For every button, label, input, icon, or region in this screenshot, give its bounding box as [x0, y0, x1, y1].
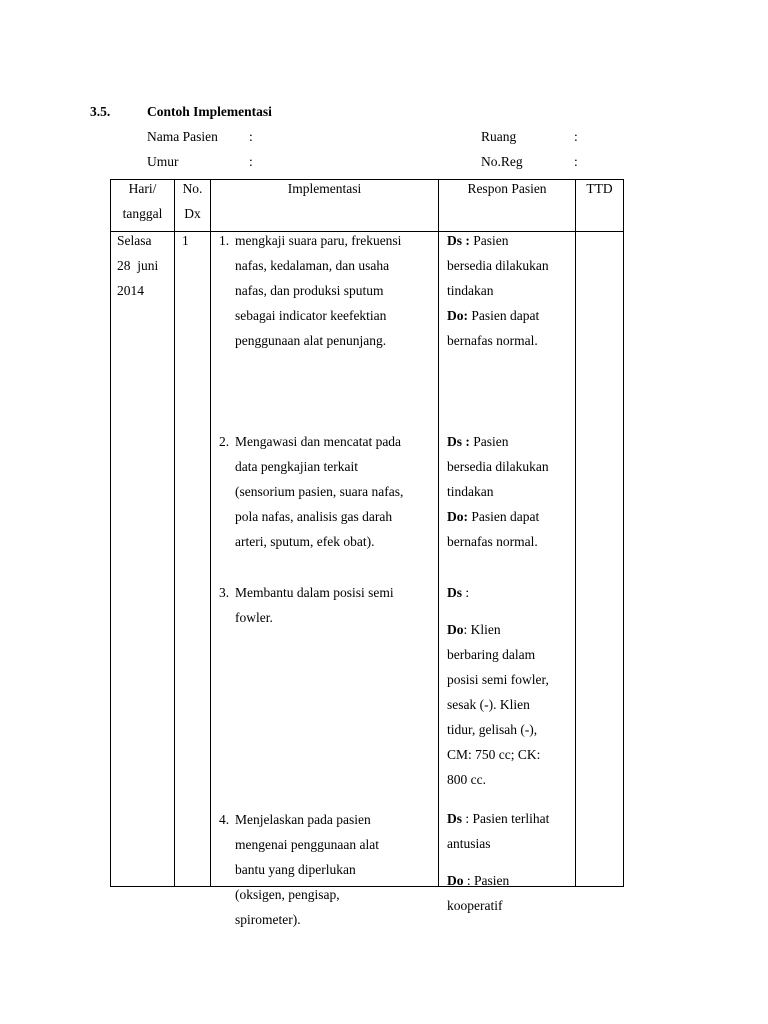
- implementation-item-1-line: nafas, kedalaman, dan usaha: [235, 258, 390, 273]
- ruang-label: Ruang: [481, 129, 517, 144]
- implementation-item-3-number: 3.: [219, 585, 230, 600]
- implementation-item-4-line: (oksigen, pengisap,: [235, 887, 340, 902]
- dx-number: 1: [182, 233, 189, 248]
- respon-4-ds-line: antusias: [447, 836, 491, 851]
- nama-pasien-colon: :: [249, 129, 253, 144]
- umur-label: Umur: [147, 154, 179, 169]
- respon-2-do: Do: Pasien dapat: [447, 509, 540, 524]
- implementation-item-2-line: pola nafas, analisis gas darah: [235, 509, 393, 524]
- table-header-row: [111, 180, 624, 232]
- noreg-colon: :: [574, 154, 578, 169]
- respon-1-do: Do: Pasien dapat: [447, 308, 540, 323]
- header-hari: Hari/: [128, 181, 157, 196]
- respon-3-do-line: posisi semi fowler,: [447, 672, 549, 687]
- respon-4-do-line: kooperatif: [447, 898, 503, 913]
- implementation-item-4-line: mengenai penggunaan alat: [235, 837, 379, 852]
- noreg-label: No.Reg: [481, 154, 523, 169]
- respon-3-ds: Ds :: [447, 585, 470, 600]
- section-number: 3.5.: [90, 104, 111, 119]
- implementation-item-4-line: Menjelaskan pada pasien: [235, 812, 371, 827]
- respon-4-ds: Ds : Pasien terlihat: [447, 811, 550, 826]
- header-no: No.: [182, 181, 203, 196]
- implementation-item-4-line: bantu yang diperlukan: [235, 862, 356, 877]
- implementation-item-2-line: Mengawasi dan mencatat pada: [235, 434, 402, 449]
- implementasi-cell: [211, 232, 439, 927]
- nama-pasien-label: Nama Pasien: [147, 129, 218, 144]
- respon-1-do-line: bernafas normal.: [447, 333, 538, 348]
- header-ttd-cell: [576, 180, 624, 232]
- respon-2-do-line: bernafas normal.: [447, 534, 538, 549]
- header-hari-cell: [111, 180, 175, 232]
- implementation-item-3-line: fowler.: [235, 610, 273, 625]
- respon-3-do-line: tidur, gelisah (-),: [447, 722, 538, 737]
- umur-colon: :: [249, 154, 253, 169]
- respon-4-do: Do : Pasien: [447, 873, 510, 888]
- hari-cell: [111, 232, 175, 887]
- respon-2-ds: Ds : Pasien: [447, 434, 509, 449]
- header-implementasi-cell: [211, 180, 439, 232]
- respon-3-do-line: CM: 750 cc; CK:: [447, 747, 541, 762]
- hari-year: 2014: [117, 283, 144, 298]
- implementation-item-1-line: penggunaan alat penunjang.: [235, 333, 387, 348]
- header-ttd: TTD: [586, 181, 613, 196]
- respon-cell: [439, 232, 576, 913]
- header-respon-cell: [439, 180, 576, 232]
- respon-3-do: Do: Klien: [447, 622, 501, 637]
- implementation-table: [110, 179, 624, 927]
- implementation-item-4-number: 4.: [219, 812, 230, 827]
- implementation-item-3-line: Membantu dalam posisi semi: [235, 585, 394, 600]
- ruang-colon: :: [574, 129, 578, 144]
- header-implementasi: Implementasi: [287, 181, 362, 196]
- implementation-item-4-line: spirometer).: [235, 912, 301, 927]
- hari-day: Selasa: [117, 233, 152, 248]
- section-title: Contoh Implementasi: [147, 104, 272, 119]
- respon-1-ds-line: tindakan: [447, 283, 494, 298]
- header-dx: Dx: [184, 206, 201, 221]
- respon-3-do-line: 800 cc.: [447, 772, 486, 787]
- implementation-item-2-line: (sensorium pasien, suara nafas,: [235, 484, 404, 499]
- implementation-item-1-line: nafas, dan produksi sputum: [235, 283, 384, 298]
- respon-2-ds-line: tindakan: [447, 484, 494, 499]
- table-row: [111, 232, 624, 887]
- implementation-item-2-line: data pengkajian terkait: [235, 459, 358, 474]
- implementation-item-1-line: mengkaji suara paru, frekuensi: [235, 233, 402, 248]
- respon-2-ds-line: bersedia dilakukan: [447, 459, 549, 474]
- implementation-item-2-line: arteri, sputum, efek obat).: [235, 534, 375, 549]
- respon-1-ds: Ds : Pasien: [447, 233, 509, 248]
- ttd-cell: [576, 232, 624, 887]
- implementation-item-1-line: sebagai indicator keefektian: [235, 308, 387, 323]
- respon-3-do-line: berbaring dalam: [447, 647, 536, 662]
- header-tanggal: tanggal: [122, 206, 163, 221]
- hari-date: 28 juni: [117, 258, 159, 273]
- respon-3-do-line: sesak (-). Klien: [447, 697, 530, 712]
- implementation-item-1-number: 1.: [219, 233, 230, 248]
- header-respon: Respon Pasien: [467, 181, 547, 196]
- header-dx-cell: [175, 180, 211, 232]
- respon-1-ds-line: bersedia dilakukan: [447, 258, 549, 273]
- dx-cell: [175, 232, 211, 887]
- implementation-item-2-number: 2.: [219, 434, 230, 449]
